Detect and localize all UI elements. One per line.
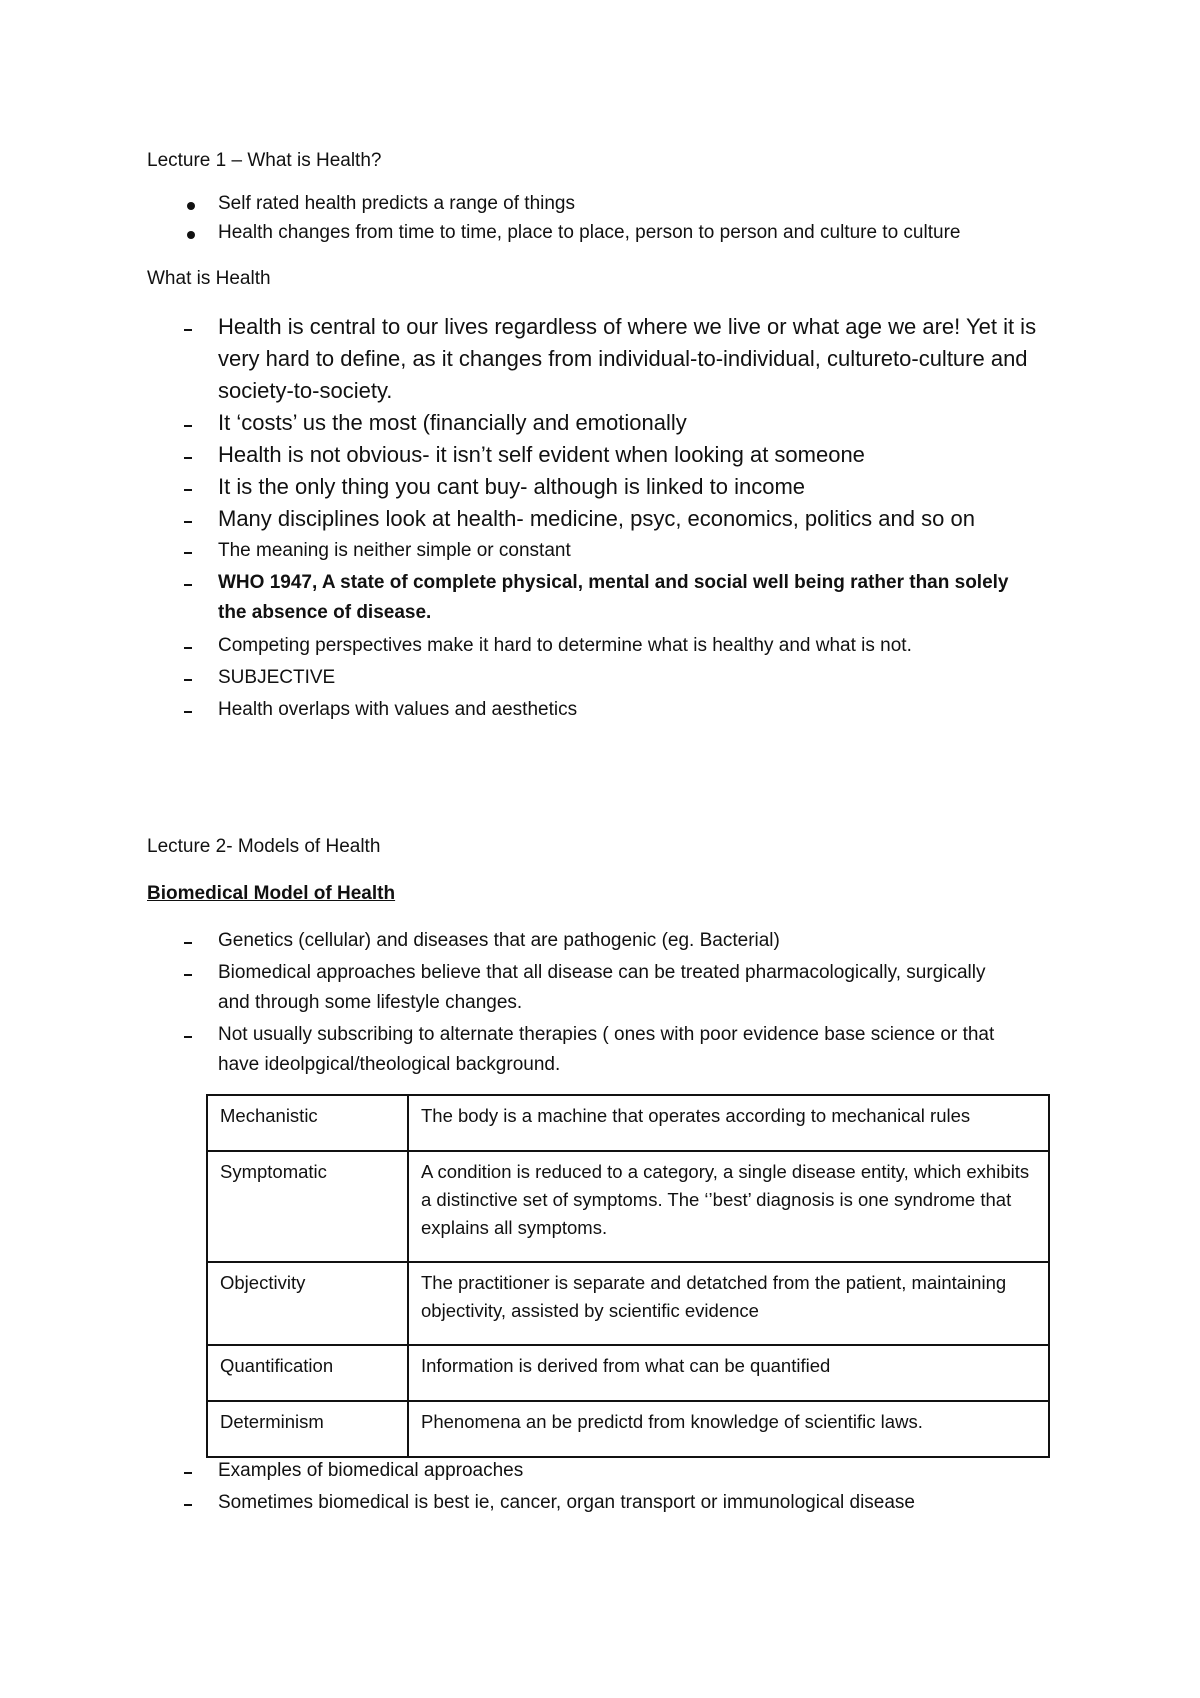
dash-marker — [184, 552, 192, 554]
table-cell-term: Quantification — [207, 1345, 408, 1401]
list-item-line: It is the only thing you cant buy- although is linked to income — [218, 474, 806, 499]
list-item-line: and through some lifestyle changes. — [218, 992, 523, 1013]
list-item-line: Not usually subscribing to alternate therapies ( ones with poor evidence base science or that — [218, 1024, 995, 1045]
list-item-line: the absence of disease. — [218, 602, 432, 623]
list-item-line: very hard to define, as it changes from individual-to-individual, cultureto-culture and — [218, 346, 1028, 371]
table-cell-desc: The practitioner is separate and detatched from the patient, maintaining objectivity, assisted by scientific evidence — [408, 1262, 1049, 1345]
list-item-line: Examples of biomedical approaches — [218, 1460, 524, 1481]
bullet-item: Self rated health predicts a range of things — [218, 193, 576, 214]
table-cell-desc: Phenomena an be predictd from knowledge of scientific laws. — [408, 1401, 1049, 1457]
dash-marker — [184, 974, 192, 976]
dash-marker — [184, 647, 192, 649]
list-item-line: Biomedical approaches believe that all disease can be treated pharmacologically, surgically — [218, 962, 986, 983]
list-item-line: Health is not obvious- it isn’t self evident when looking at someone — [218, 442, 865, 467]
list-item-line: Competing perspectives make it hard to determine what is healthy and what is not. — [218, 635, 912, 656]
list-item-line: Genetics (cellular) and diseases that are pathogenic (eg. Bacterial) — [218, 930, 780, 951]
lecture2-subheading: Biomedical Model of Health — [147, 883, 396, 904]
table-row — [207, 1151, 1049, 1262]
list-item-line: Sometimes biomedical is best ie, cancer, organ transport or immunological disease — [218, 1492, 915, 1513]
table-row — [207, 1401, 1049, 1457]
dash-marker — [184, 521, 192, 523]
biomedical-model-table — [206, 1094, 1050, 1458]
table-cell-desc: The body is a machine that operates according to mechanical rules — [408, 1095, 1049, 1151]
table-cell-desc: Information is derived from what can be quantified — [408, 1345, 1049, 1401]
list-item-line: The meaning is neither simple or constant — [218, 540, 571, 561]
dash-marker — [184, 457, 192, 459]
dash-marker — [184, 679, 192, 681]
table-cell-term: Symptomatic — [207, 1151, 408, 1262]
table-row — [207, 1345, 1049, 1401]
table-row — [207, 1095, 1049, 1151]
table-cell-term: Determinism — [207, 1401, 408, 1457]
lecture1-subheading: What is Health — [147, 268, 271, 289]
lecture1-heading: Lecture 1 – What is Health? — [147, 150, 382, 171]
table-cell-term: Mechanistic — [207, 1095, 408, 1151]
list-item-line: have ideolpgical/theological background. — [218, 1054, 561, 1075]
list-item-line: society-to-society. — [218, 378, 393, 403]
dash-marker — [184, 329, 192, 331]
list-item-line: Health overlaps with values and aesthetics — [218, 699, 578, 720]
list-item-line: It ‘costs’ us the most (financially and emotionally — [218, 410, 687, 435]
bullet-item: Health changes from time to time, place to place, person to person and culture to culture — [218, 222, 961, 243]
dash-marker — [184, 1036, 192, 1038]
list-item-line: SUBJECTIVE — [218, 667, 336, 688]
list-item-line: Many disciplines look at health- medicine, psyc, economics, politics and so on — [218, 506, 975, 531]
dash-marker — [184, 1472, 192, 1474]
dash-marker — [184, 584, 192, 586]
table-row — [207, 1262, 1049, 1345]
dash-marker — [184, 425, 192, 427]
list-item-line: WHO 1947, A state of complete physical, mental and social well being rather than solely — [218, 572, 1009, 593]
dash-marker — [184, 711, 192, 713]
table-cell-desc: A condition is reduced to a category, a single disease entity, which exhibits a distinctive set of symptoms. The ‘’best’ diagnosis is one syndrome that explains all symptoms. — [408, 1151, 1049, 1262]
dash-marker — [184, 942, 192, 944]
dash-marker — [184, 489, 192, 491]
bullet-dot — [187, 231, 195, 239]
dash-marker — [184, 1504, 192, 1506]
lecture2-heading: Lecture 2- Models of Health — [147, 836, 381, 857]
table-cell-term: Objectivity — [207, 1262, 408, 1345]
list-item-line: Health is central to our lives regardless of where we live or what age we are! Yet it is — [218, 314, 1037, 339]
bullet-dot — [187, 202, 195, 210]
